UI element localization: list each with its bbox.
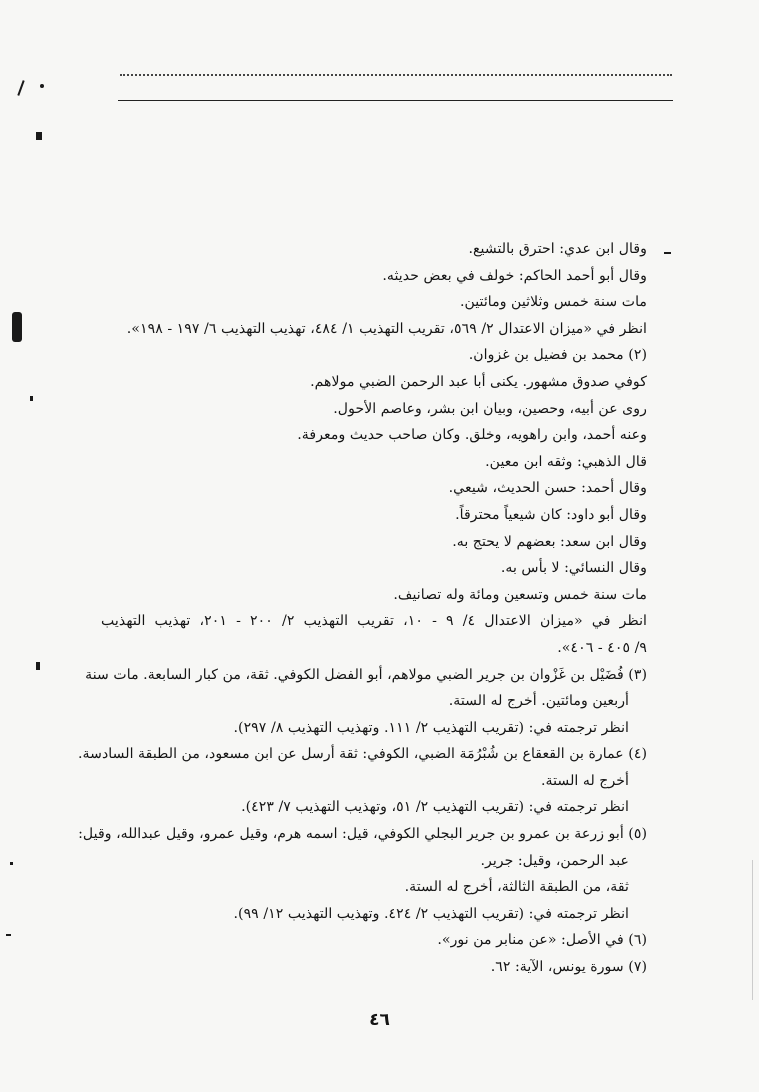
scan-speck <box>17 80 24 96</box>
scan-speck <box>6 934 11 936</box>
scan-speck <box>10 862 13 865</box>
text-line: ٩/ ٤٠٥ - ٤٠٦». <box>557 639 647 656</box>
scan-speck <box>40 84 44 88</box>
text-line: انظر ترجمته في: (تقريب التهذيب ٢/ ١١١. وتهذيب التهذيب ٨/ ٢٩٧). <box>233 719 629 736</box>
text-line: أخرج له الستة. <box>541 772 629 789</box>
text-line: انظر في «ميزان الاعتدال ٤/ ٩ - ١٠، تقريب التهذيب ٢/ ٢٠٠ - ٢٠١، تهذيب التهذيب <box>101 613 647 630</box>
text-line: وقال أحمد: حسن الحديث، شيعي. <box>448 480 647 497</box>
text-line: (٥) أبو زرعة بن عمرو بن جرير البجلي الكوفي، قيل: اسمه هرم، وقيل عمرو، وقيل عبدالله، وقيل: <box>78 826 647 843</box>
text-line: (٧) سورة يونس، الآية: ٦٢. <box>490 959 647 976</box>
scan-speck <box>36 662 40 670</box>
text-line: (٦) في الأصل: «عن منابر من نور». <box>437 932 647 949</box>
text-line: مات سنة خمس وثلاثين ومائتين. <box>459 294 647 311</box>
text-line: انظر في «ميزان الاعتدال ٢/ ٥٦٩، تقريب التهذيب ١/ ٤٨٤، تهذيب التهذيب ٦/ ١٩٧ - ١٩٨». <box>126 320 647 337</box>
text-line: مات سنة خمس وتسعين ومائة وله تصانيف. <box>393 586 647 603</box>
scan-speck <box>36 132 42 140</box>
page-edge-line <box>752 860 753 1000</box>
text-line: انظر ترجمته في: (تقريب التهذيب ٢/ ٤٢٤. وتهذيب التهذيب ١٢/ ٩٩). <box>233 905 629 922</box>
text-line: (٣) فُضَيْل بن غَزْوان بن جرير الضبي مولاهم، أبو الفضل الكوفي. ثقة، من كبار السابعة. مات سنة <box>85 666 647 683</box>
footnote-separator <box>118 100 673 101</box>
scan-speck <box>664 252 671 254</box>
text-line: (٤) عمارة بن القعقاع بن شُبْرُمَة الضبي، الكوفي: ثقة أرسل عن ابن مسعود، من الطبقة السادسة. <box>77 746 647 763</box>
dotted-separator <box>120 74 672 76</box>
text-line: كوفي صدوق مشهور. يكنى أبا عبد الرحمن الضبي مولاهم. <box>310 373 647 390</box>
text-line: (٢) محمد بن فضيل بن غزوان. <box>468 347 647 364</box>
text-line: ثقة، من الطبقة الثالثة، أخرج له الستة. <box>404 879 629 896</box>
text-line: وقال أبو داود: كان شيعياً محترقاً. <box>455 506 647 523</box>
scan-speck <box>30 396 33 401</box>
text-line: أربعين ومائتين. أخرج له الستة. <box>448 693 629 710</box>
text-line: انظر ترجمته في: (تقريب التهذيب ٢/ ٥١، وتهذيب التهذيب ٧/ ٤٢٣). <box>241 799 629 816</box>
text-line: وقال النسائي: لا بأس به. <box>500 560 647 577</box>
text-line: وقال أبو أحمد الحاكم: خولف في بعض حديثه. <box>382 267 647 284</box>
scan-speck <box>12 312 22 342</box>
text-line: وقال ابن سعد: بعضهم لا يحتج به. <box>452 533 647 550</box>
text-line: عبد الرحمن، وقيل: جرير. <box>480 852 629 869</box>
text-line: وقال ابن عدي: احترق بالتشيع. <box>468 241 647 257</box>
text-line: روى عن أبيه، وحصين، وبيان ابن بشر، وعاصم الأحول. <box>333 400 647 417</box>
text-line: قال الذهبي: وثقه ابن معين. <box>485 453 647 470</box>
page-number: ٤٦ <box>369 1010 390 1030</box>
text-line: وعنه أحمد، وابن راهويه، وخلق. وكان صاحب حديث ومعرفة. <box>297 427 647 444</box>
footnotes-text <box>77 236 647 981</box>
